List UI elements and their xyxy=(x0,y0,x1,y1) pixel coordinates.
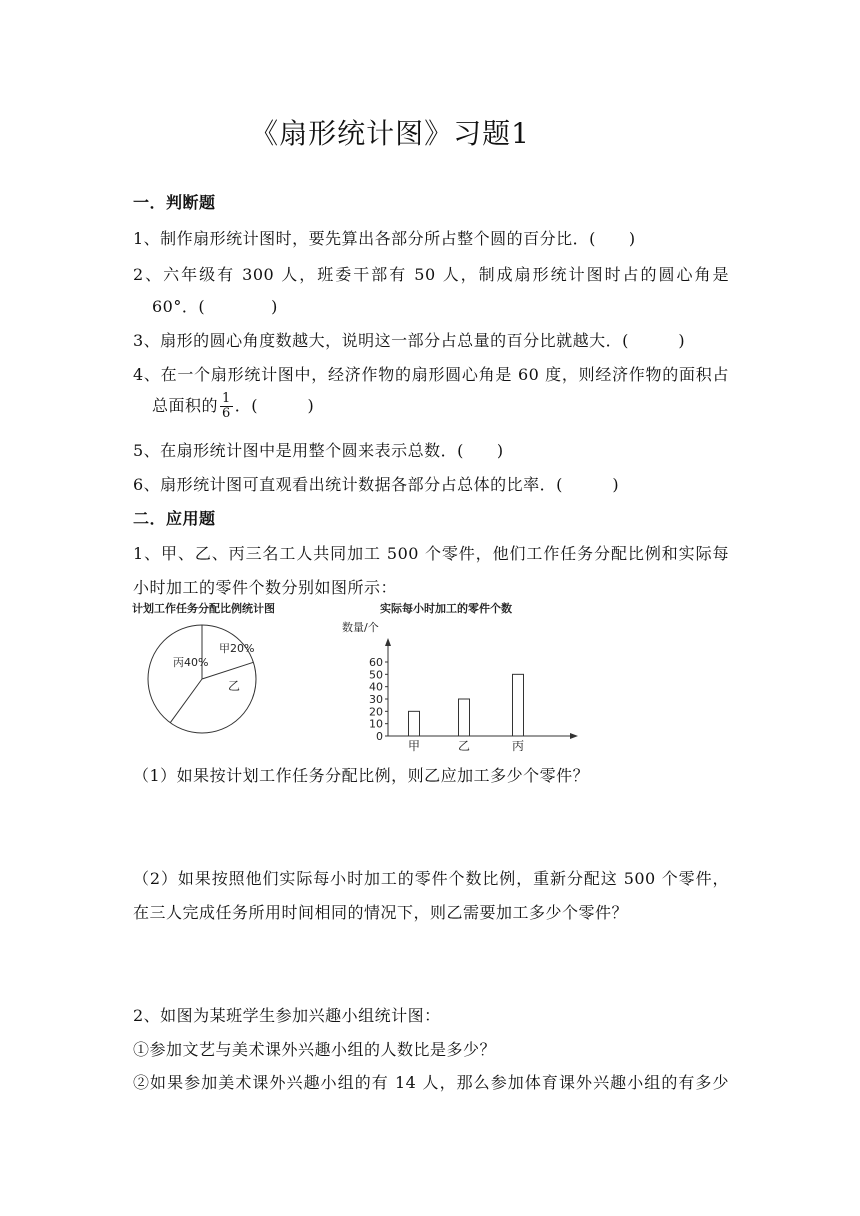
y-tick-label: 0 xyxy=(376,730,383,743)
y-tick-label: 20 xyxy=(369,705,383,719)
y-tick-label: 10 xyxy=(369,717,383,731)
bar-chart xyxy=(336,600,586,755)
question-1-5: 5、在扇形统计图中是用整个圆来表示总数．( ) xyxy=(133,441,504,460)
bar-chart-bars xyxy=(409,674,524,736)
y-tick-label: 50 xyxy=(369,668,383,682)
bar-chart-categories xyxy=(408,739,524,753)
question-2-2-line1: 2、如图为某班学生参加兴趣小组统计图： xyxy=(133,1006,441,1025)
x-category-label: 乙 xyxy=(457,739,471,753)
question-1-6: 6、扇形统计图可直观看出统计数据各部分占总体的比率．( ) xyxy=(133,475,620,494)
pie-chart xyxy=(130,600,280,745)
bar-chart-ylabel: 数量/个 xyxy=(342,621,379,634)
pie-chart-title: 计划工作任务分配比例统计图 xyxy=(132,602,275,615)
bar-乙 xyxy=(459,699,470,736)
question-1-4: 4、在一个扇形统计图中，经济作物的扇形圆心角是 60 度，则经济作物的面积占 xyxy=(133,365,729,384)
y-tick-label: 30 xyxy=(369,693,383,706)
question-1-3: 3、扇形的圆心角度数越大，说明这一部分占总量的百分比就越大．( ) xyxy=(133,331,686,350)
question-1-1: 1、制作扇形统计图时，要先算出各部分所占整个圆的百分比．( ) xyxy=(133,229,636,248)
question-1-2: 2、六年级有 300 人，班委干部有 50 人，制成扇形统计图时占的圆心角是 xyxy=(133,265,729,284)
x-category-label: 丙 xyxy=(511,739,525,753)
bar-甲 xyxy=(409,711,420,736)
question-2-1-sub1: （1）如果按计划工作任务分配比例，则乙应加工多少个零件？ xyxy=(133,766,590,785)
fraction-one-sixth xyxy=(220,392,233,421)
page-title: 《扇形统计图》习题1 xyxy=(250,117,530,150)
question-2-1-sub2-line1: （2）如果按照他们实际每小时加工的零件个数比例，重新分配这 500 个零件， xyxy=(133,869,729,888)
fraction-numerator: 1 xyxy=(222,391,231,406)
bar-丙 xyxy=(513,674,524,736)
question-2-1-line2: 小时加工的零件个数分别如图所示： xyxy=(133,578,398,597)
question-1-4-text: 总面积的 xyxy=(152,396,219,415)
question-1-2-cont: 60°．( ) xyxy=(152,297,278,316)
question-1-4-tail: ．( ) xyxy=(234,396,315,415)
question-2-2-item1: ①参加文艺与美术课外兴趣小组的人数比是多少？ xyxy=(133,1040,497,1059)
x-category-label: 甲 xyxy=(407,739,421,753)
question-2-2-item2: ②如果参加美术课外兴趣小组的有 14 人，那么参加体育课外兴趣小组的有多少 xyxy=(133,1073,729,1092)
question-2-1-sub2-line2: 在三人完成任务所用时间相同的情况下，则乙需要加工多少个零件？ xyxy=(133,903,629,922)
bar-chart-ticks xyxy=(369,656,388,743)
y-tick-label: 60 xyxy=(369,656,383,669)
section2-heading: 二．应用题 xyxy=(133,509,216,528)
bar-chart-title: 实际每小时加工的零件个数 xyxy=(380,602,512,615)
fraction-denominator: 6 xyxy=(222,406,231,421)
y-axis-arrow-icon xyxy=(385,638,391,646)
y-tick-label: 40 xyxy=(369,680,383,694)
pie-label-jia: 甲20% xyxy=(219,642,255,655)
pie-label-bing: 丙40% xyxy=(173,656,209,669)
x-axis-arrow-icon xyxy=(570,733,578,739)
question-2-1-line1: 1、甲、乙、丙三名工人共同加工 500 个零件，他们工作任务分配比例和实际每 xyxy=(133,544,729,563)
pie-label-yi: 乙 xyxy=(228,679,241,693)
section1-heading: 一．判断题 xyxy=(133,193,216,212)
question-1-4-cont xyxy=(152,392,314,421)
